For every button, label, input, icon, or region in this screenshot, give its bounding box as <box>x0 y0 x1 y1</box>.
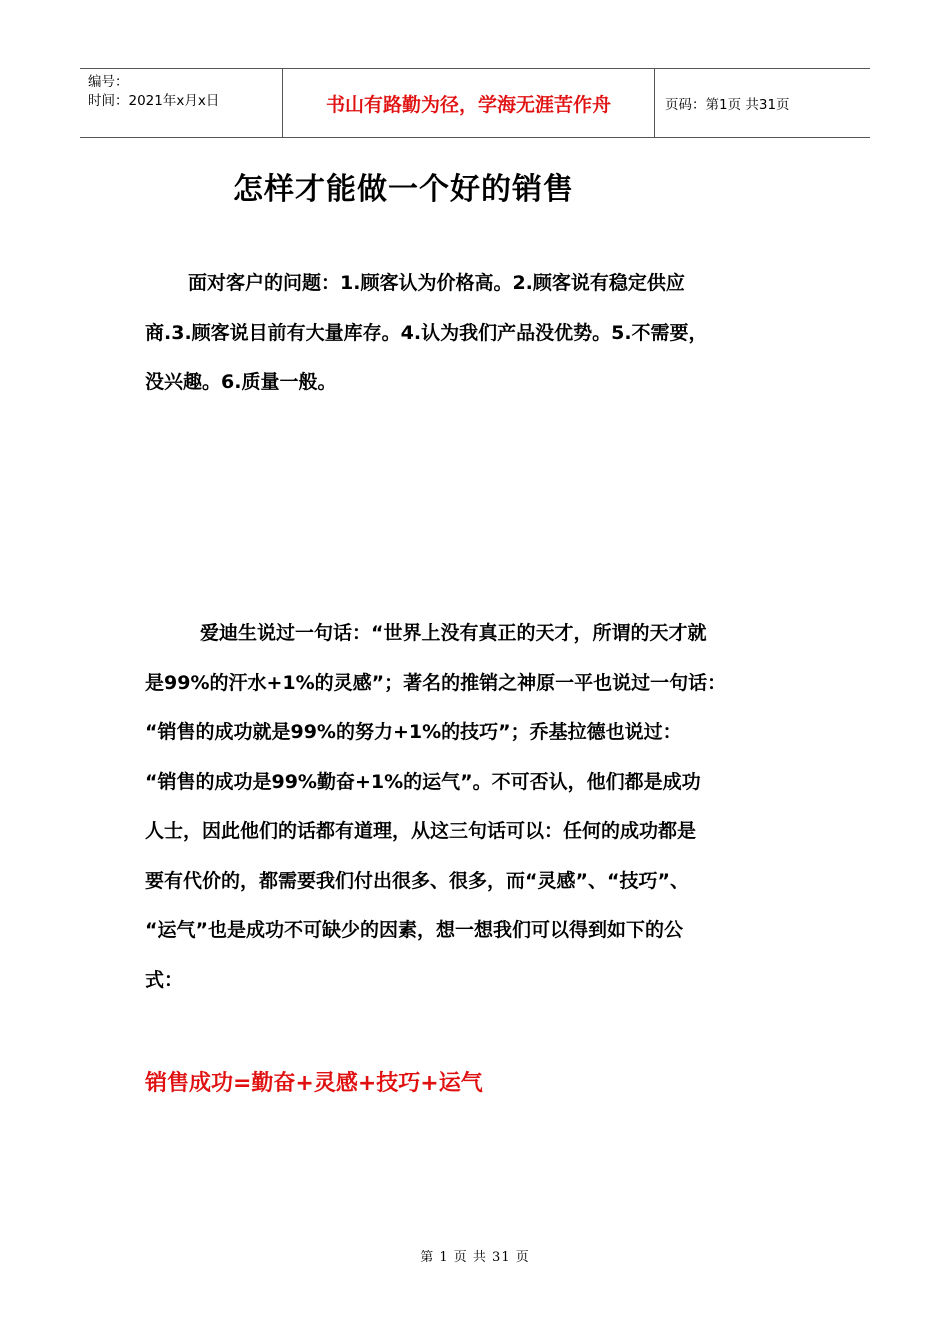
paragraph-line: 爱迪生说过一句话：“世界上没有真正的天才，所谓的天才就 <box>200 622 707 644</box>
paragraph-line: 商.3.顾客说目前有大量库存。4.认为我们产品没优势。5.不需要， <box>145 321 708 344</box>
success-formula: 销售成功=勤奋+灵感+技巧+运气 <box>145 1071 483 1096</box>
date-label: 时间：2021年x月x日 <box>88 93 220 109</box>
paragraph-line: “运气”也是成功不可缺少的因素，想一想我们可以得到如下的公 <box>145 919 683 941</box>
paragraph-customer-questions <box>145 270 815 419</box>
paragraph-line: 式： <box>145 968 184 991</box>
header-motto: 书山有路勤为径，学海无涯苦作舟 <box>282 69 655 137</box>
paragraph-line: “销售的成功是99%勤奋+1%的运气”。不可否认，他们都是成功 <box>145 770 701 793</box>
page-title: 怎样才能做一个好的销售 <box>233 172 574 207</box>
paragraph-success-quotes <box>145 620 815 1016</box>
paragraph-line: 是99%的汗水+1%的灵感”；著名的推销之神原一平也说过一句话： <box>145 671 727 694</box>
paragraph-line: 要有代价的，都需要我们付出很多、很多，而“灵感”、“技巧”、 <box>145 869 689 892</box>
number-label: 编号： <box>88 74 129 90</box>
page-footer: 第 1 页 共 31 页 <box>420 1250 530 1265</box>
paragraph-line: “销售的成功就是99%的努力+1%的技巧”；乔基拉德也说过： <box>145 721 682 743</box>
header-meta <box>80 69 282 137</box>
paragraph-line: 没兴趣。6.质量一般。 <box>145 371 337 393</box>
document-header <box>80 68 870 138</box>
paragraph-line: 面对客户的问题：1.顾客认为价格高。2.顾客说有稳定供应 <box>188 272 685 294</box>
paragraph-line: 人士，因此他们的话都有道理，从这三句话可以：任何的成功都是 <box>145 820 697 842</box>
header-page-number: 页码：第1页 共31页 <box>665 97 790 113</box>
